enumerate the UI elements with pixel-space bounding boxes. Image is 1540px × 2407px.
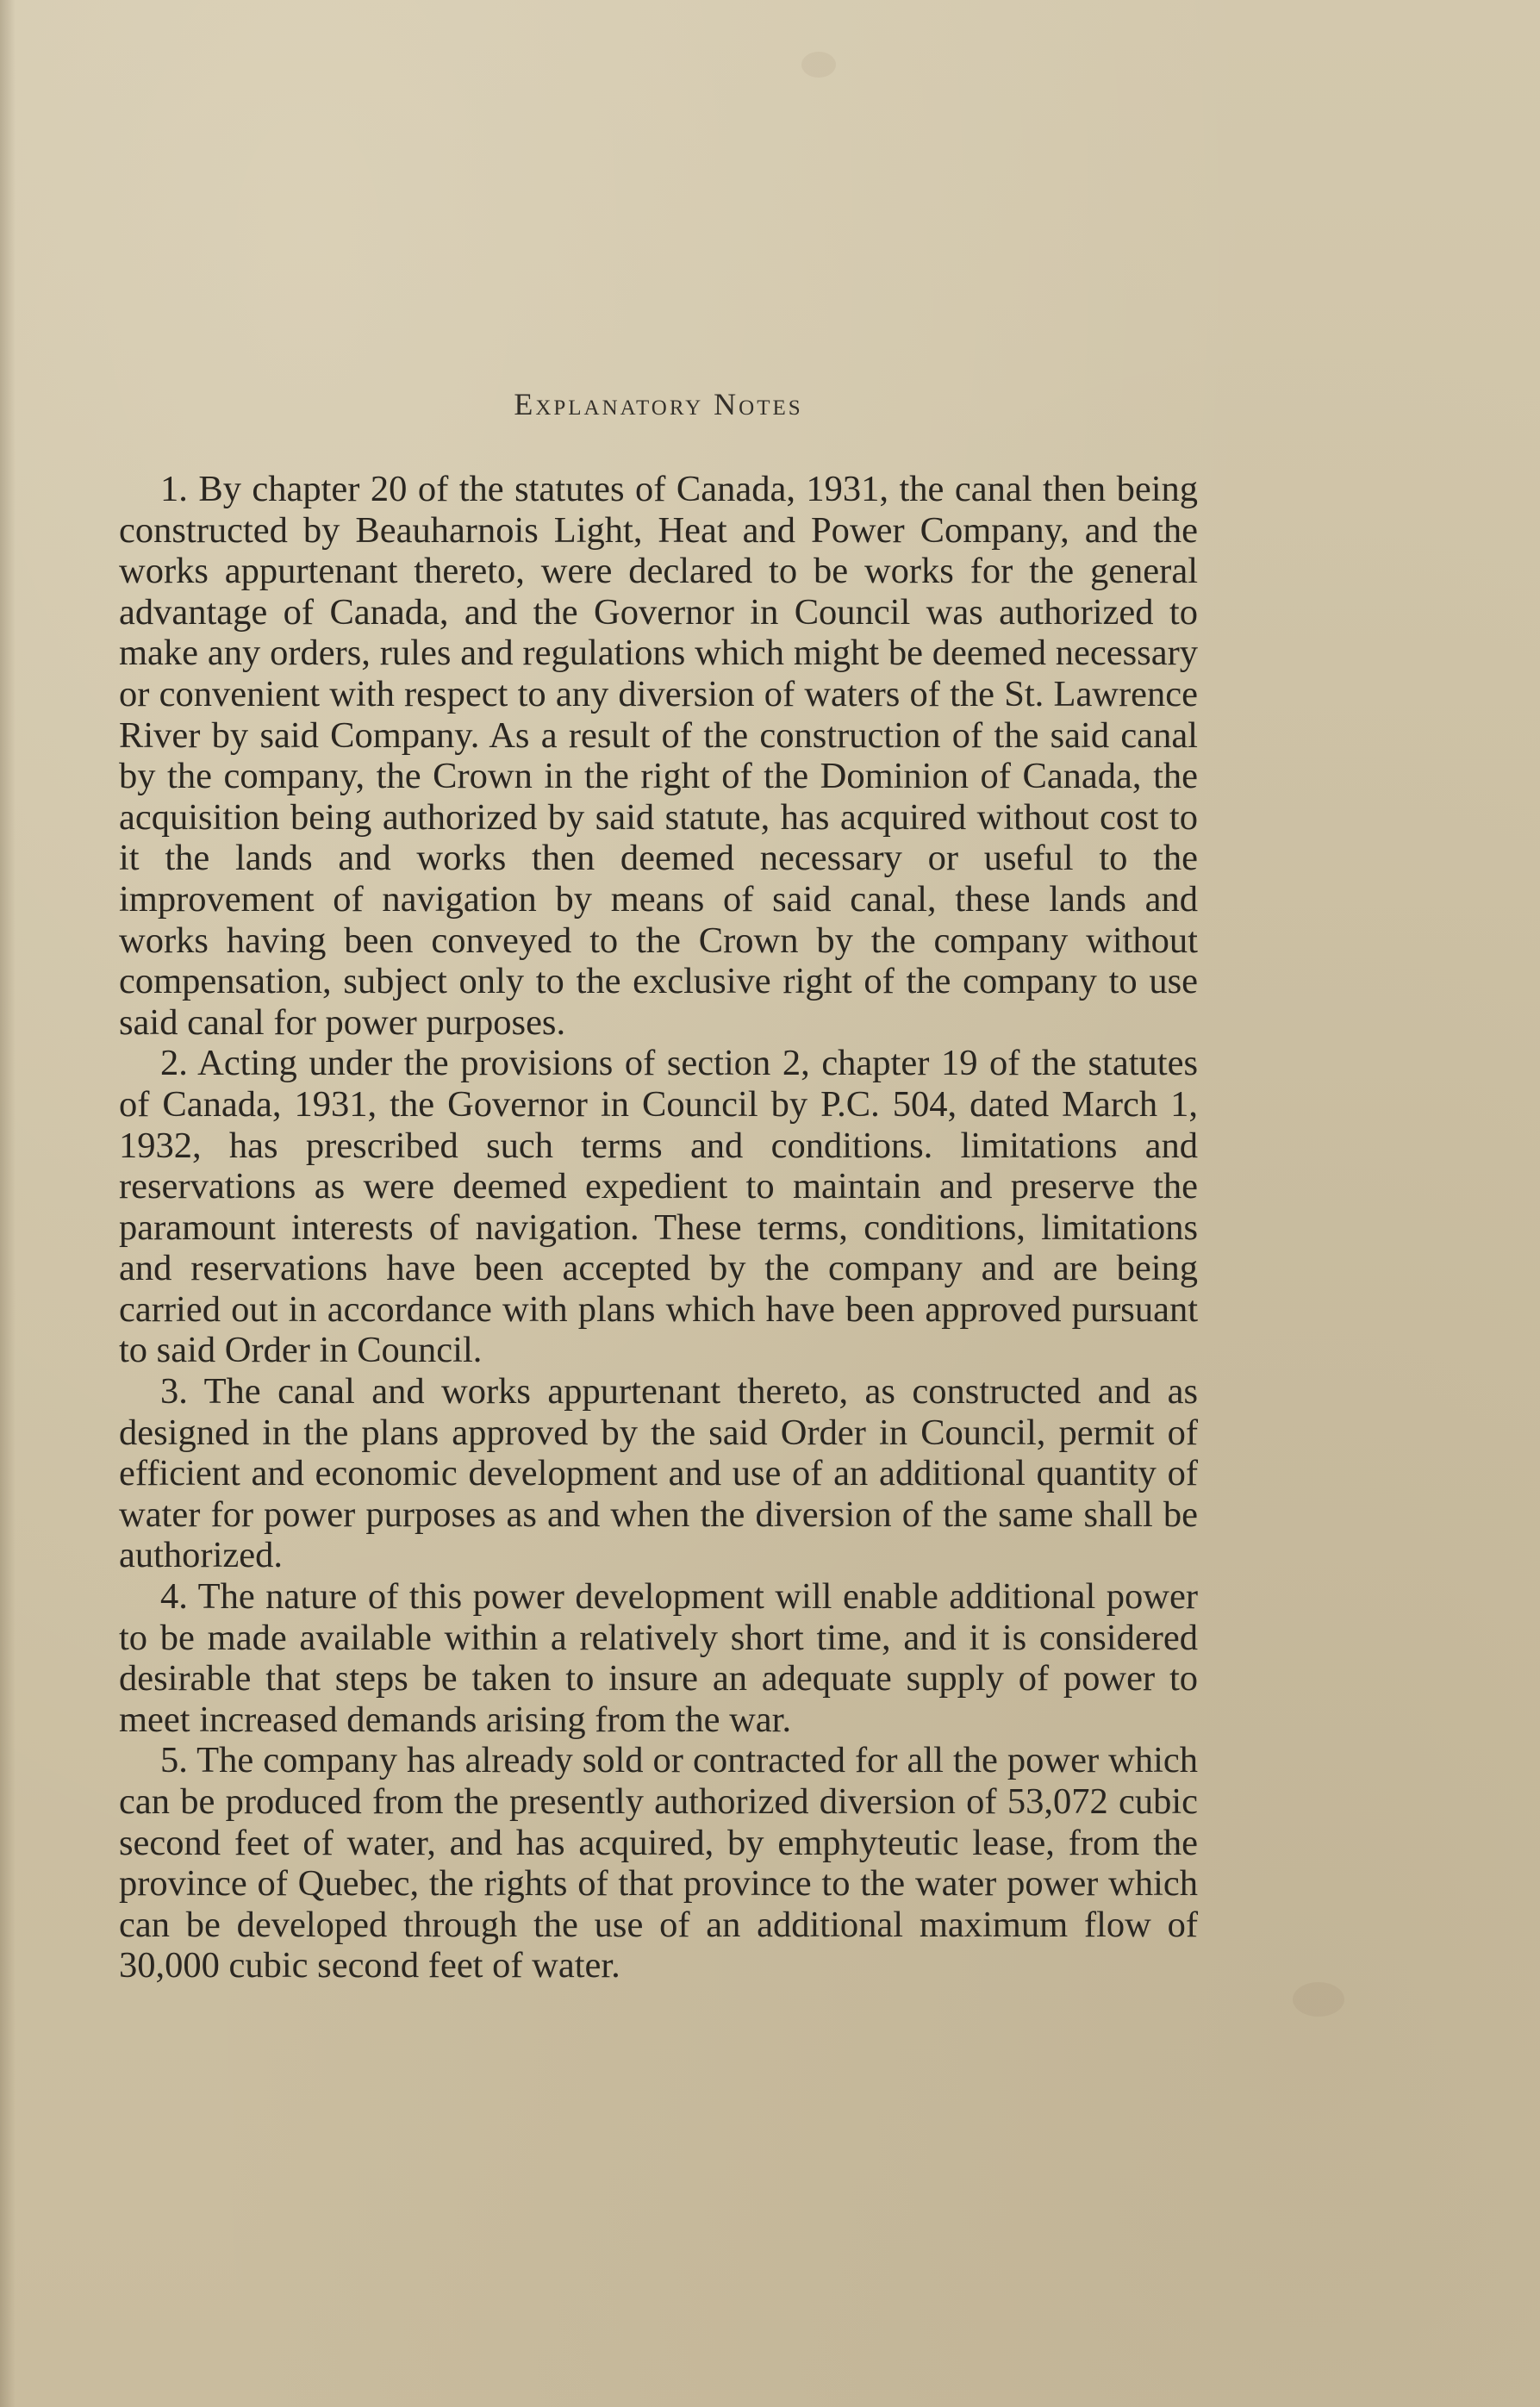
note-text: Acting under the provisions of section 2, chapter 19 of the statutes of Canada, 1931, the Governor in Council by P.C. 504, dated March 1, 1932, has prescribed such terms and conditions. limitations and reservations as were deemed expedient to maintain and preserve the paramount interests of navigation. These terms, conditions, limitations and reservations have been accepted by the company and are being carried out in accordance with plans which have been approved pursuant to said Order in Council. <box>119 1043 1198 1371</box>
document-heading: Explanatory Notes <box>514 387 803 421</box>
note-number: 3. <box>160 1371 188 1412</box>
note-text: The canal and works appurtenant thereto, as constructed and as designed in the plans approved by the said Order in Council, permit of efficient and economic development and use of an additional quantity of water for power purposes as and when the diversion of the same shall be authorized. <box>119 1371 1198 1576</box>
note-paragraph-4 <box>119 1576 1198 1740</box>
paper-blemish <box>801 52 836 78</box>
note-text: The nature of this power development will enable additional power to be made available within a relatively short time, and it is considered desirable that steps be taken to insure an adequate supply of power to meet increased demands arising from the war. <box>119 1576 1198 1740</box>
note-paragraph-3 <box>119 1371 1198 1576</box>
note-number: 2. <box>160 1043 188 1084</box>
note-number: 1. <box>160 469 188 509</box>
note-number: 5. <box>160 1740 188 1781</box>
note-paragraph-1 <box>119 469 1198 1043</box>
note-paragraph-5 <box>119 1740 1198 1986</box>
page-edge-shadow <box>0 0 16 2407</box>
note-number: 4. <box>160 1576 188 1618</box>
note-text: By chapter 20 of the statutes of Canada, 1931, the canal then being constructed by Beauharnois Light, Heat and Power Company, and the works appurtenant thereto, were declared to be works for the general advantage of Canada, and the Governor in Council was authorized to make any orders, rules and regulations which might be deemed necessary or convenient with respect to any diversion of waters of the St. Lawrence River by said Company. As a result of the construction of the said canal by the company, the Crown in the right of the Dominion of Canada, the acquisition being authorized by said statute, has acquired without cost to it the lands and works then deemed necessary or useful to the improvement of navigation by means of said canal, these lands and works having been conveyed to the Crown by the company without compensation, subject only to the exclusive right of the company to use said canal for power purposes. <box>119 469 1199 1043</box>
document-body <box>119 386 1198 1986</box>
paper-blemish <box>1293 1982 1344 2017</box>
note-paragraph-2 <box>119 1043 1198 1371</box>
note-text: The company has already sold or contracted for all the power which can be produced from the presently authorized diversion of 53,072 cubic second feet of water, and has acquired, by emphyteutic lease, from the province of Quebec, the rights of that province to the water power which can be developed through the use of an additional maximum flow of 30,000 cubic second feet of water. <box>119 1740 1198 1986</box>
